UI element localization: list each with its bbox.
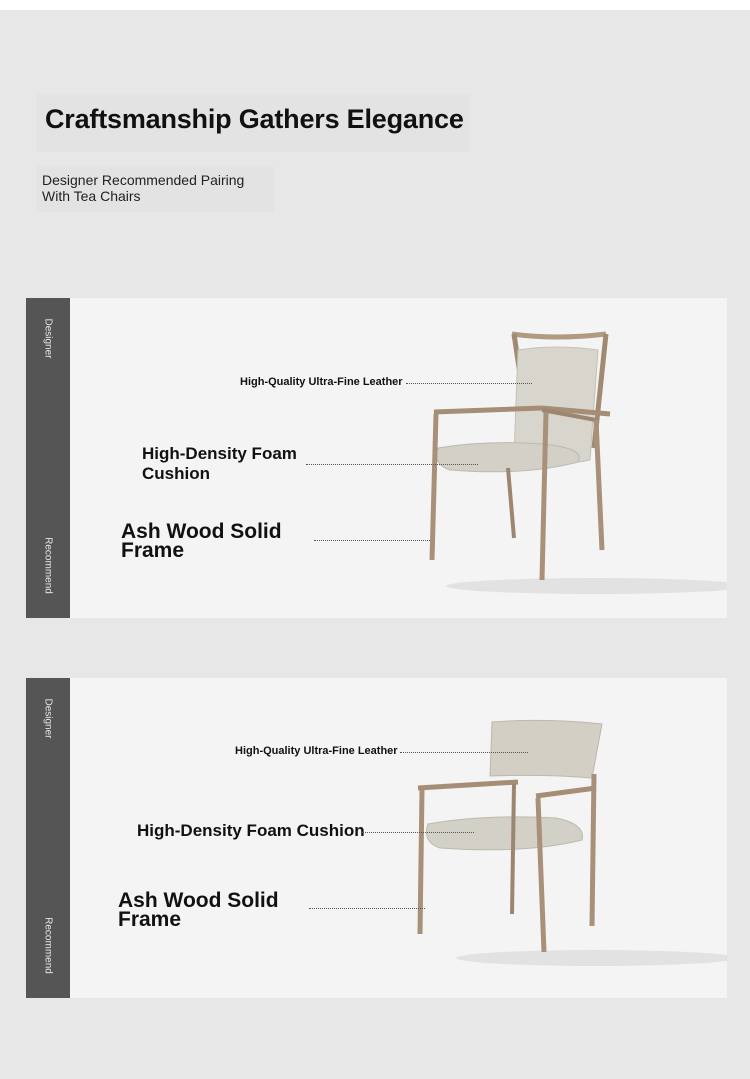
sidebar-label-recommend: Recommend bbox=[42, 537, 54, 594]
card-sidebar bbox=[26, 298, 70, 618]
low-back-armchair-image bbox=[386, 714, 727, 998]
subtitle-line-2: With Tea Chairs bbox=[42, 188, 141, 204]
sidebar-label-recommend: Recommend bbox=[42, 917, 54, 974]
foam-callout-line-1: High-Density Foam bbox=[142, 444, 297, 463]
subtitle-line-1: Designer Recommended Pairing bbox=[42, 172, 245, 188]
foam-callout-line-2: Cushion bbox=[142, 464, 210, 483]
page-title: Craftsmanship Gathers Elegance bbox=[45, 104, 464, 134]
card-sidebar bbox=[26, 678, 70, 998]
leather-leader-line bbox=[400, 752, 528, 753]
frame-callout-line-2: Frame bbox=[121, 539, 185, 562]
sidebar-label-designer: Designer bbox=[42, 698, 54, 739]
foam-leader-line bbox=[306, 464, 478, 465]
foam-leader-line bbox=[362, 832, 474, 833]
leather-leader-line bbox=[406, 383, 532, 384]
foam-callout: High-Density Foam Cushion bbox=[137, 821, 365, 840]
tall-back-armchair-image bbox=[366, 328, 727, 618]
product-card-armchair-low bbox=[26, 678, 727, 998]
frame-callout-line-1: Ash Wood Solid bbox=[118, 889, 279, 912]
frame-leader-line bbox=[309, 908, 425, 909]
page-top-strip bbox=[0, 0, 750, 10]
foam-callout bbox=[142, 444, 297, 484]
leather-callout: High-Quality Ultra-Fine Leather bbox=[240, 376, 403, 388]
subtitle-block bbox=[36, 166, 274, 212]
page-subtitle bbox=[42, 172, 244, 204]
frame-callout bbox=[118, 891, 279, 929]
sidebar-label-designer: Designer bbox=[42, 318, 54, 359]
title-block bbox=[36, 94, 470, 152]
frame-callout bbox=[121, 522, 282, 560]
frame-callout-line-1: Ash Wood Solid bbox=[121, 520, 282, 543]
frame-leader-line bbox=[314, 540, 430, 541]
frame-callout-line-2: Frame bbox=[118, 908, 182, 931]
leather-callout: High-Quality Ultra-Fine Leather bbox=[235, 745, 398, 757]
product-card-armchair-tall bbox=[26, 298, 727, 618]
